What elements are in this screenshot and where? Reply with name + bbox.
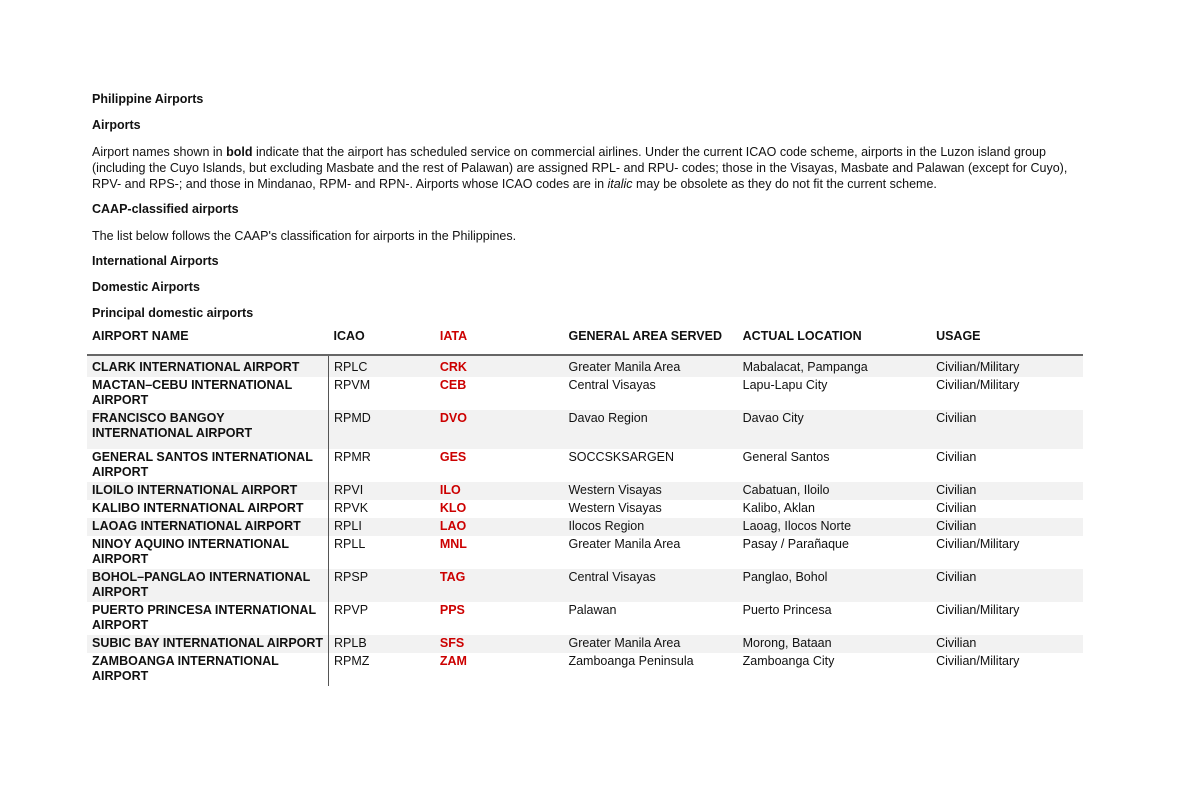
table-row: [87, 410, 1083, 449]
cell-location: Puerto Princesa: [742, 603, 832, 617]
section-heading-airports: Airports: [92, 118, 141, 132]
cell-icao: RPVM: [334, 378, 371, 392]
cell-iata: CRK: [435, 355, 564, 377]
cell-location: Laoag, Ilocos Norte: [738, 518, 931, 536]
section-heading-caap: CAAP-classified airports: [92, 202, 239, 216]
cell-usage: Civilian: [931, 518, 1083, 536]
table-row: [87, 518, 1083, 536]
cell-location: Pasay / Parañaque: [742, 537, 849, 551]
cell-iata: PPS: [439, 603, 465, 617]
cell-iata: LAO: [435, 518, 564, 536]
intro-text-2: indicate that the airport has scheduled service on commercial airlines. Under the current ICAO code scheme, airports in the Luzon island group (including the Cuyo Islands, but excluding Masbate and the rest of Palawan) are assigned RPL- and RPU- codes; those in the Visayas, Masbate and Palawan (except for Cuyo), RPV- and RPS-; and those in Mindanao, RPM- and RPN-. Airports whose ICAO codes are in: [92, 145, 1068, 191]
cell-usage: Civilian: [931, 569, 1083, 602]
cell-usage: Civilian: [931, 635, 1083, 653]
cell-icao: RPVI: [329, 482, 435, 500]
cell-location: Morong, Bataan: [738, 635, 931, 653]
cell-iata: ZAM: [439, 654, 467, 668]
cell-usage: Civilian/Military: [936, 537, 1020, 551]
cell-airport-name: PUERTO PRINCESA INTERNATIONAL AIRPORT: [87, 602, 329, 635]
table-row: [87, 653, 1083, 686]
intro-paragraph: [92, 144, 1097, 192]
cell-location: Panglao, Bohol: [738, 569, 931, 602]
table-row: [87, 635, 1083, 653]
cell-airport-name: MACTAN–CEBU INTERNATIONAL AIRPORT: [87, 377, 329, 410]
cell-area: Western Visayas: [563, 482, 737, 500]
column-header-location: ACTUAL LOCATION: [738, 325, 931, 355]
cell-airport-name: SUBIC BAY INTERNATIONAL AIRPORT: [87, 635, 329, 653]
cell-area: Central Visayas: [568, 378, 656, 392]
column-header-area: GENERAL AREA SERVED: [563, 325, 737, 355]
cell-area: Western Visayas: [568, 501, 662, 515]
cell-icao: RPLC: [329, 355, 435, 377]
cell-iata: DVO: [435, 410, 564, 449]
cell-area: Greater Manila Area: [563, 355, 737, 377]
cell-airport-name: NINOY AQUINO INTERNATIONAL AIRPORT: [87, 536, 329, 569]
airports-table: [87, 325, 1083, 686]
cell-icao: RPLI: [329, 518, 435, 536]
column-header-icao: ICAO: [329, 325, 435, 355]
cell-location: Davao City: [738, 410, 931, 449]
document-content: [92, 92, 1102, 686]
cell-iata: ILO: [435, 482, 564, 500]
table-row: [87, 536, 1083, 569]
table-row: [87, 449, 1083, 482]
cell-usage: Civilian: [936, 450, 977, 464]
cell-airport-name: LAOAG INTERNATIONAL AIRPORT: [87, 518, 329, 536]
cell-location: General Santos: [742, 450, 830, 464]
cell-usage: Civilian/Military: [936, 378, 1020, 392]
cell-icao: RPVP: [334, 603, 369, 617]
cell-area: Palawan: [568, 603, 617, 617]
cell-airport-name: ZAMBOANGA INTERNATIONAL AIRPORT: [87, 653, 329, 686]
cell-airport-name: GENERAL SANTOS INTERNATIONAL AIRPORT: [87, 449, 329, 482]
table-row: [87, 500, 1083, 518]
cell-iata: KLO: [439, 501, 467, 515]
column-header-iata: IATA: [435, 325, 564, 355]
cell-icao: RPSP: [329, 569, 435, 602]
cell-location: Cabatuan, Iloilo: [738, 482, 931, 500]
cell-iata: TAG: [435, 569, 564, 602]
page-title: Philippine Airports: [92, 92, 204, 106]
cell-area: Greater Manila Area: [563, 635, 737, 653]
table-row: [87, 377, 1083, 410]
intro-text-1: Airport names shown in: [92, 145, 227, 159]
cell-usage: Civilian: [936, 501, 977, 515]
cell-area: Central Visayas: [563, 569, 737, 602]
cell-usage: Civilian: [931, 410, 1083, 449]
cell-iata: GES: [439, 450, 467, 464]
section-heading-international: International Airports: [92, 254, 219, 268]
table-row: [87, 355, 1083, 377]
column-header-usage: USAGE: [931, 325, 1083, 355]
cell-icao: RPMR: [334, 450, 371, 464]
cell-location: Kalibo, Aklan: [742, 501, 815, 515]
cell-iata: CEB: [439, 378, 467, 392]
cell-location: Zamboanga City: [742, 654, 835, 668]
cell-icao: RPLL: [334, 537, 366, 551]
cell-usage: Civilian/Military: [936, 654, 1020, 668]
intro-text-3: may be obsolete as they do not fit the current scheme.: [632, 177, 937, 191]
table-row: [87, 569, 1083, 602]
cell-area: Zamboanga Peninsula: [568, 654, 694, 668]
cell-airport-name: ILOILO INTERNATIONAL AIRPORT: [87, 482, 329, 500]
section-heading-domestic: Domestic Airports: [92, 280, 200, 294]
cell-usage: Civilian/Military: [936, 603, 1020, 617]
column-header-name: AIRPORT NAME: [87, 325, 329, 355]
cell-icao: RPVK: [334, 501, 369, 515]
table-header-row: [87, 325, 1083, 355]
section-heading-principal: Principal domestic airports: [92, 306, 254, 320]
intro-italic-word: italic: [607, 177, 633, 191]
cell-area: Greater Manila Area: [568, 537, 681, 551]
cell-airport-name: BOHOL–PANGLAO INTERNATIONAL AIRPORT: [87, 569, 329, 602]
cell-area: Davao Region: [563, 410, 737, 449]
cell-location: Mabalacat, Pampanga: [738, 355, 931, 377]
table-row: [87, 602, 1083, 635]
cell-iata: SFS: [435, 635, 564, 653]
cell-iata: MNL: [439, 537, 467, 551]
cell-icao: RPMZ: [334, 654, 370, 668]
cell-area: SOCCSKSARGEN: [568, 450, 675, 464]
cell-airport-name: KALIBO INTERNATIONAL AIRPORT: [87, 500, 329, 518]
caap-paragraph: The list below follows the CAAP's classification for airports in the Philippines.: [92, 229, 517, 243]
table-row: [87, 482, 1083, 500]
cell-usage: Civilian/Military: [931, 355, 1083, 377]
cell-icao: RPMD: [329, 410, 435, 449]
cell-area: Ilocos Region: [563, 518, 737, 536]
intro-bold-word: bold: [226, 145, 253, 159]
cell-usage: Civilian: [931, 482, 1083, 500]
cell-airport-name: CLARK INTERNATIONAL AIRPORT: [87, 355, 329, 377]
cell-icao: RPLB: [329, 635, 435, 653]
cell-location: Lapu-Lapu City: [742, 378, 828, 392]
cell-airport-name: FRANCISCO BANGOY INTERNATIONAL AIRPORT: [87, 410, 329, 449]
table-body: [87, 355, 1083, 686]
